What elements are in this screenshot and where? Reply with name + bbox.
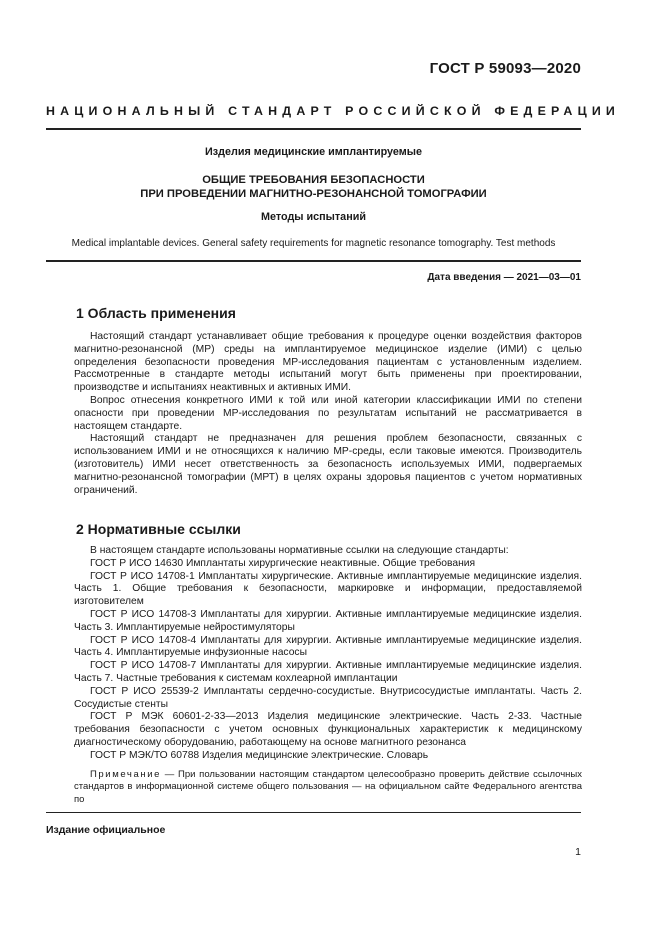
section-1-body [74, 331, 582, 497]
effective-date: Дата введения — 2021—03—01 [427, 272, 581, 283]
document-title [46, 173, 581, 201]
paragraph: В настоящем стандарте использованы нормативные ссылки на следующие стандарты: [90, 545, 509, 556]
note-label: Примечание [90, 768, 161, 780]
document-subtitle: Методы испытаний [260, 211, 366, 223]
paragraph: Вопрос отнесения конкретного ИМИ к той или иной категории классификации ИМИ по степени опасности при проведении МР-исследования по результатам испытаний не рассматривается в настоящем стандарте. [74, 394, 582, 432]
standard-code: ГОСТ Р 59093—2020 [429, 60, 581, 77]
note [74, 769, 582, 807]
title-line-2: ПРИ ПРОВЕДЕНИИ МАГНИТНО-РЕЗОНАНСНОЙ ТОМОГРАФИИ [140, 188, 487, 200]
document-category: Изделия медицинские имплантируемые [205, 146, 422, 158]
footer-divider [46, 812, 581, 813]
reference-item: ГОСТ Р ИСО 14708-1 Имплантаты хирургические. Активные имплантируемые медицинские изделия. Часть 1. Общие требования к безопасности, маркировке и информации, предоставляемой изготовителем [74, 570, 582, 608]
reference-item: ГОСТ Р ИСО 14630 Имплантаты хирургические неактивные. Общие требования [90, 557, 476, 569]
reference-item: ГОСТ Р МЭК/ТО 60788 Изделия медицинские электрические. Словарь [90, 749, 429, 761]
paragraph: Настоящий стандарт не предназначен для решения проблем безопасности, связанных с использованием ИМИ и не относящихся к наличию МР-среды, если таковые имеются. Производитель (изготовитель) ИМИ несет ответственность за безопасность используемых ИМИ, подвергаемых магнитно-резонансной томографии (МРТ) в целях охраны здоровья пациентов с учетом нормативных ограничений. [74, 433, 582, 496]
section-2-body [74, 545, 582, 807]
english-title: Medical implantable devices. General safety requirements for magnetic resonance tomography. Test methods [71, 238, 556, 249]
reference-item: ГОСТ Р ИСО 14708-7 Имплантаты для хирургии. Активные имплантируемые медицинские изделия. Часть 7. Частные требования к системам кохлеарной имплантации [74, 660, 582, 684]
page-number: 1 [575, 846, 581, 858]
national-standard-banner: НАЦИОНАЛЬНЫЙ СТАНДАРТ РОССИЙСКОЙ ФЕДЕРАЦИИ [46, 104, 621, 118]
reference-item: ГОСТ Р ИСО 14708-3 Имплантаты для хирургии. Активные имплантируемые медицинские изделия. Часть 3. Имплантируемые нейростимуляторы [74, 608, 582, 633]
reference-item: ГОСТ Р МЭК 60601-2-33—2013 Изделия медицинские электрические. Часть 2-33. Частные требования безопасности с учетом основных функциональных характеристик к медицинскому диагностическому оборудованию, работающему на основе магнитного резонанса [74, 711, 582, 748]
title-line-1: ОБЩИЕ ТРЕБОВАНИЯ БЕЗОПАСНОСТИ [202, 174, 425, 186]
section-2-heading: 2 Нормативные ссылки [76, 521, 241, 537]
note-text: — При пользовании настоящим стандартом целесообразно проверить действие ссылочных стандартов в информационной системе общего пользования — на официальном сайте Федерального агентства по [74, 768, 582, 806]
section-1-heading: 1 Область применения [76, 305, 236, 321]
edition-label: Издание официальное [46, 824, 166, 836]
top-divider [46, 128, 581, 130]
reference-item: ГОСТ Р ИСО 14708-4 Имплантаты для хирургии. Активные имплантируемые медицинские изделия. Часть 4. Имплантируемые инфузионные насосы [74, 634, 582, 659]
title-divider [46, 260, 581, 262]
paragraph: Настоящий стандарт устанавливает общие требования к процедуре оценки воздействия факторов магнитно-резонансной (МР) среды на имплантируемое медицинское изделие (ИМИ) с целью определения безопасности проведения МР-исследования пациентам с установленным изделием. Рассмотренные в стандарте методы испытаний могут быть применены при проектировании, производстве и испытаниях неактивных и активных ИМИ. [74, 331, 582, 394]
reference-item: ГОСТ Р ИСО 25539-2 Имплантаты сердечно-сосудистые. Внутрисосудистые имплантаты. Часть 2. Сосудистые стенты [74, 685, 582, 710]
